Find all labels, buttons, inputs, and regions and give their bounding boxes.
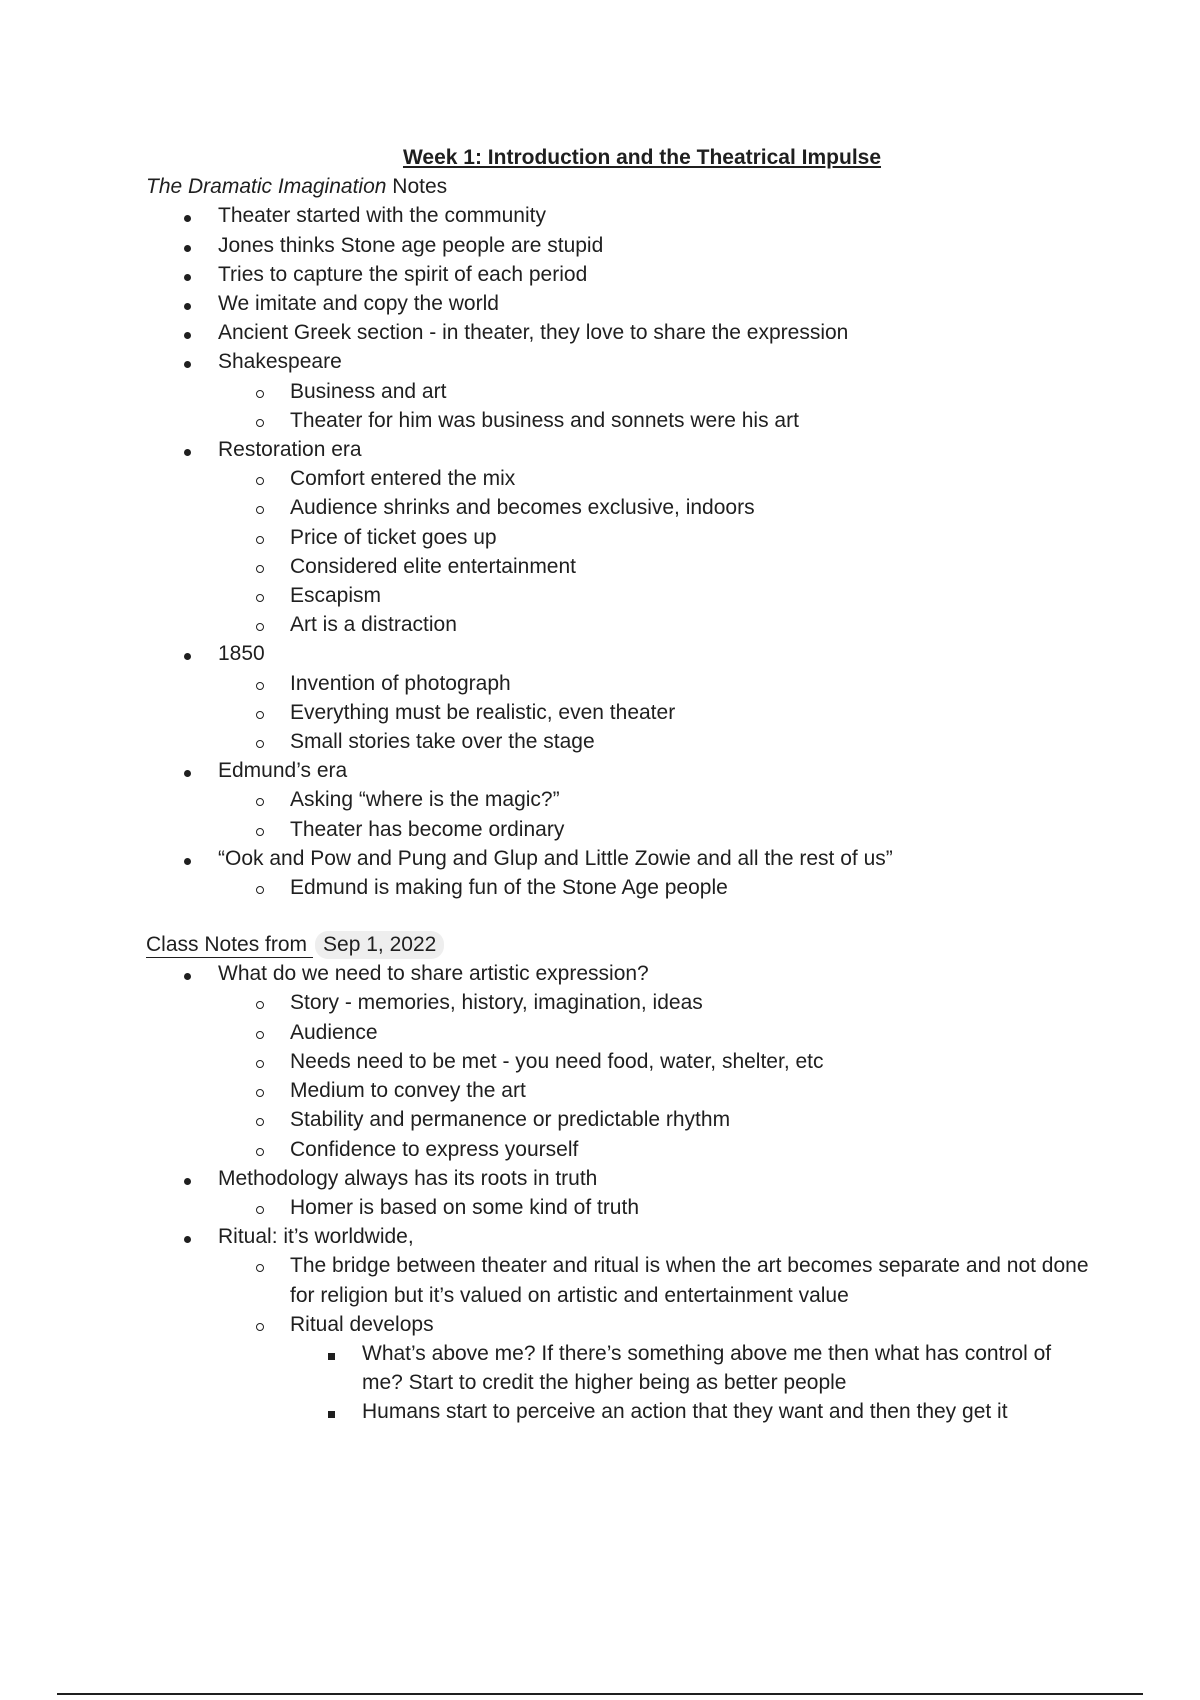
sub-list-item: Story - memories, history, imagination, ideas (146, 988, 1096, 1017)
bullet-circle-icon (256, 815, 264, 844)
sub-list-item: Considered elite entertainment (146, 552, 1096, 581)
bullet-disc-icon (184, 231, 191, 260)
sub-sub-list-item: What’s above me? If there’s something above me then what has control of me? Start to credit the higher being as better people (146, 1339, 1096, 1397)
bullet-circle-icon (256, 669, 264, 698)
sub-list-item: Confidence to express yourself (146, 1135, 1096, 1164)
list-item: Tries to capture the spirit of each period (146, 260, 1096, 289)
bullet-circle-icon (256, 464, 264, 493)
sub-list-item: Theater for him was business and sonnets were his art (146, 406, 1096, 435)
bullet-circle-icon (256, 988, 264, 1017)
list-item: “Ook and Pow and Pung and Glup and Little Zowie and all the rest of us” (146, 844, 1096, 873)
bullet-circle-icon (256, 377, 264, 406)
bullet-disc-icon (184, 318, 191, 347)
class-notes-list (146, 959, 1096, 1426)
bullet-circle-icon (256, 785, 264, 814)
bullet-square-icon (328, 1397, 335, 1426)
sub-sub-list-item: Humans start to perceive an action that they want and then they get it (146, 1397, 1096, 1426)
bullet-circle-icon (256, 727, 264, 756)
sub-list-item: Price of ticket goes up (146, 523, 1096, 552)
bullet-disc-icon (184, 435, 191, 464)
list-item: Edmund’s era (146, 756, 1096, 785)
sub-list-item: Comfort entered the mix (146, 464, 1096, 493)
subtitle-suffix: Notes (386, 175, 448, 199)
page-title: Week 1: Introduction and the Theatrical Impulse (402, 146, 882, 169)
document-body (146, 143, 1096, 1427)
list-item: Ritual: it’s worldwide, (146, 1222, 1096, 1251)
list-item: What do we need to share artistic expression? (146, 959, 1096, 988)
sub-list-item: Stability and permanence or predictable rhythm (146, 1105, 1096, 1134)
book-title: The Dramatic Imagination (146, 175, 387, 199)
list-item: Ancient Greek section - in theater, they love to share the expression (146, 318, 1096, 347)
bullet-disc-icon (184, 1164, 191, 1193)
bullet-circle-icon (256, 1310, 264, 1339)
bullet-disc-icon (184, 959, 191, 988)
date-chip[interactable]: Sep 1, 2022 (315, 931, 444, 959)
bullet-circle-icon (256, 1018, 264, 1047)
sub-list-item: Everything must be realistic, even theater (146, 698, 1096, 727)
sub-list-item: Edmund is making fun of the Stone Age people (146, 873, 1096, 902)
bullet-disc-icon (184, 639, 191, 668)
bullet-square-icon (328, 1339, 335, 1368)
bullet-circle-icon (256, 581, 264, 610)
bullet-circle-icon (256, 1105, 264, 1134)
list-item: Shakespeare (146, 347, 1096, 376)
list-item: We imitate and copy the world (146, 289, 1096, 318)
sub-list-item: Art is a distraction (146, 610, 1096, 639)
sub-list-item: Audience shrinks and becomes exclusive, indoors (146, 493, 1096, 522)
bullet-circle-icon (256, 1135, 264, 1164)
list-item: 1850 (146, 639, 1096, 668)
list-item: Restoration era (146, 435, 1096, 464)
sub-list-item: Small stories take over the stage (146, 727, 1096, 756)
bullet-disc-icon (184, 201, 191, 230)
list-item: Theater started with the community (146, 201, 1096, 230)
bullet-circle-icon (256, 610, 264, 639)
bullet-circle-icon (256, 1076, 264, 1105)
notes-list (146, 201, 1096, 902)
sub-list-item: Needs need to be met - you need food, water, shelter, etc (146, 1047, 1096, 1076)
bullet-circle-icon (256, 552, 264, 581)
page-bottom-rule (57, 1693, 1143, 1695)
bullet-circle-icon (256, 493, 264, 522)
bullet-disc-icon (184, 756, 191, 785)
bullet-circle-icon (256, 1193, 264, 1222)
bullet-disc-icon (184, 347, 191, 376)
sub-list-item: Homer is based on some kind of truth (146, 1193, 1096, 1222)
sub-list-item: Audience (146, 1018, 1096, 1047)
list-item: Methodology always has its roots in truth (146, 1164, 1096, 1193)
bullet-disc-icon (184, 289, 191, 318)
sub-list-item: Medium to convey the art (146, 1076, 1096, 1105)
bullet-circle-icon (256, 406, 264, 435)
notes-subtitle (146, 172, 1096, 201)
sub-list-item: Theater has become ordinary (146, 815, 1096, 844)
bullet-disc-icon (184, 844, 191, 873)
bullet-circle-icon (256, 873, 264, 902)
class-notes-heading (146, 931, 1096, 959)
sub-list-item: Invention of photograph (146, 669, 1096, 698)
sub-list-item: The bridge between theater and ritual is when the art becomes separate and not done for religion but it’s valued on artistic and entertainment value (146, 1251, 1096, 1309)
sub-list-item: Ritual develops (146, 1310, 1096, 1339)
bullet-circle-icon (256, 523, 264, 552)
bullet-circle-icon (256, 1251, 264, 1280)
bullet-disc-icon (184, 260, 191, 289)
class-notes-label: Class Notes from (146, 933, 313, 958)
bullet-disc-icon (184, 1222, 191, 1251)
bullet-circle-icon (256, 1047, 264, 1076)
sub-list-item: Asking “where is the magic?” (146, 785, 1096, 814)
bullet-circle-icon (256, 698, 264, 727)
list-item: Jones thinks Stone age people are stupid (146, 231, 1096, 260)
sub-list-item: Escapism (146, 581, 1096, 610)
sub-list-item: Business and art (146, 377, 1096, 406)
